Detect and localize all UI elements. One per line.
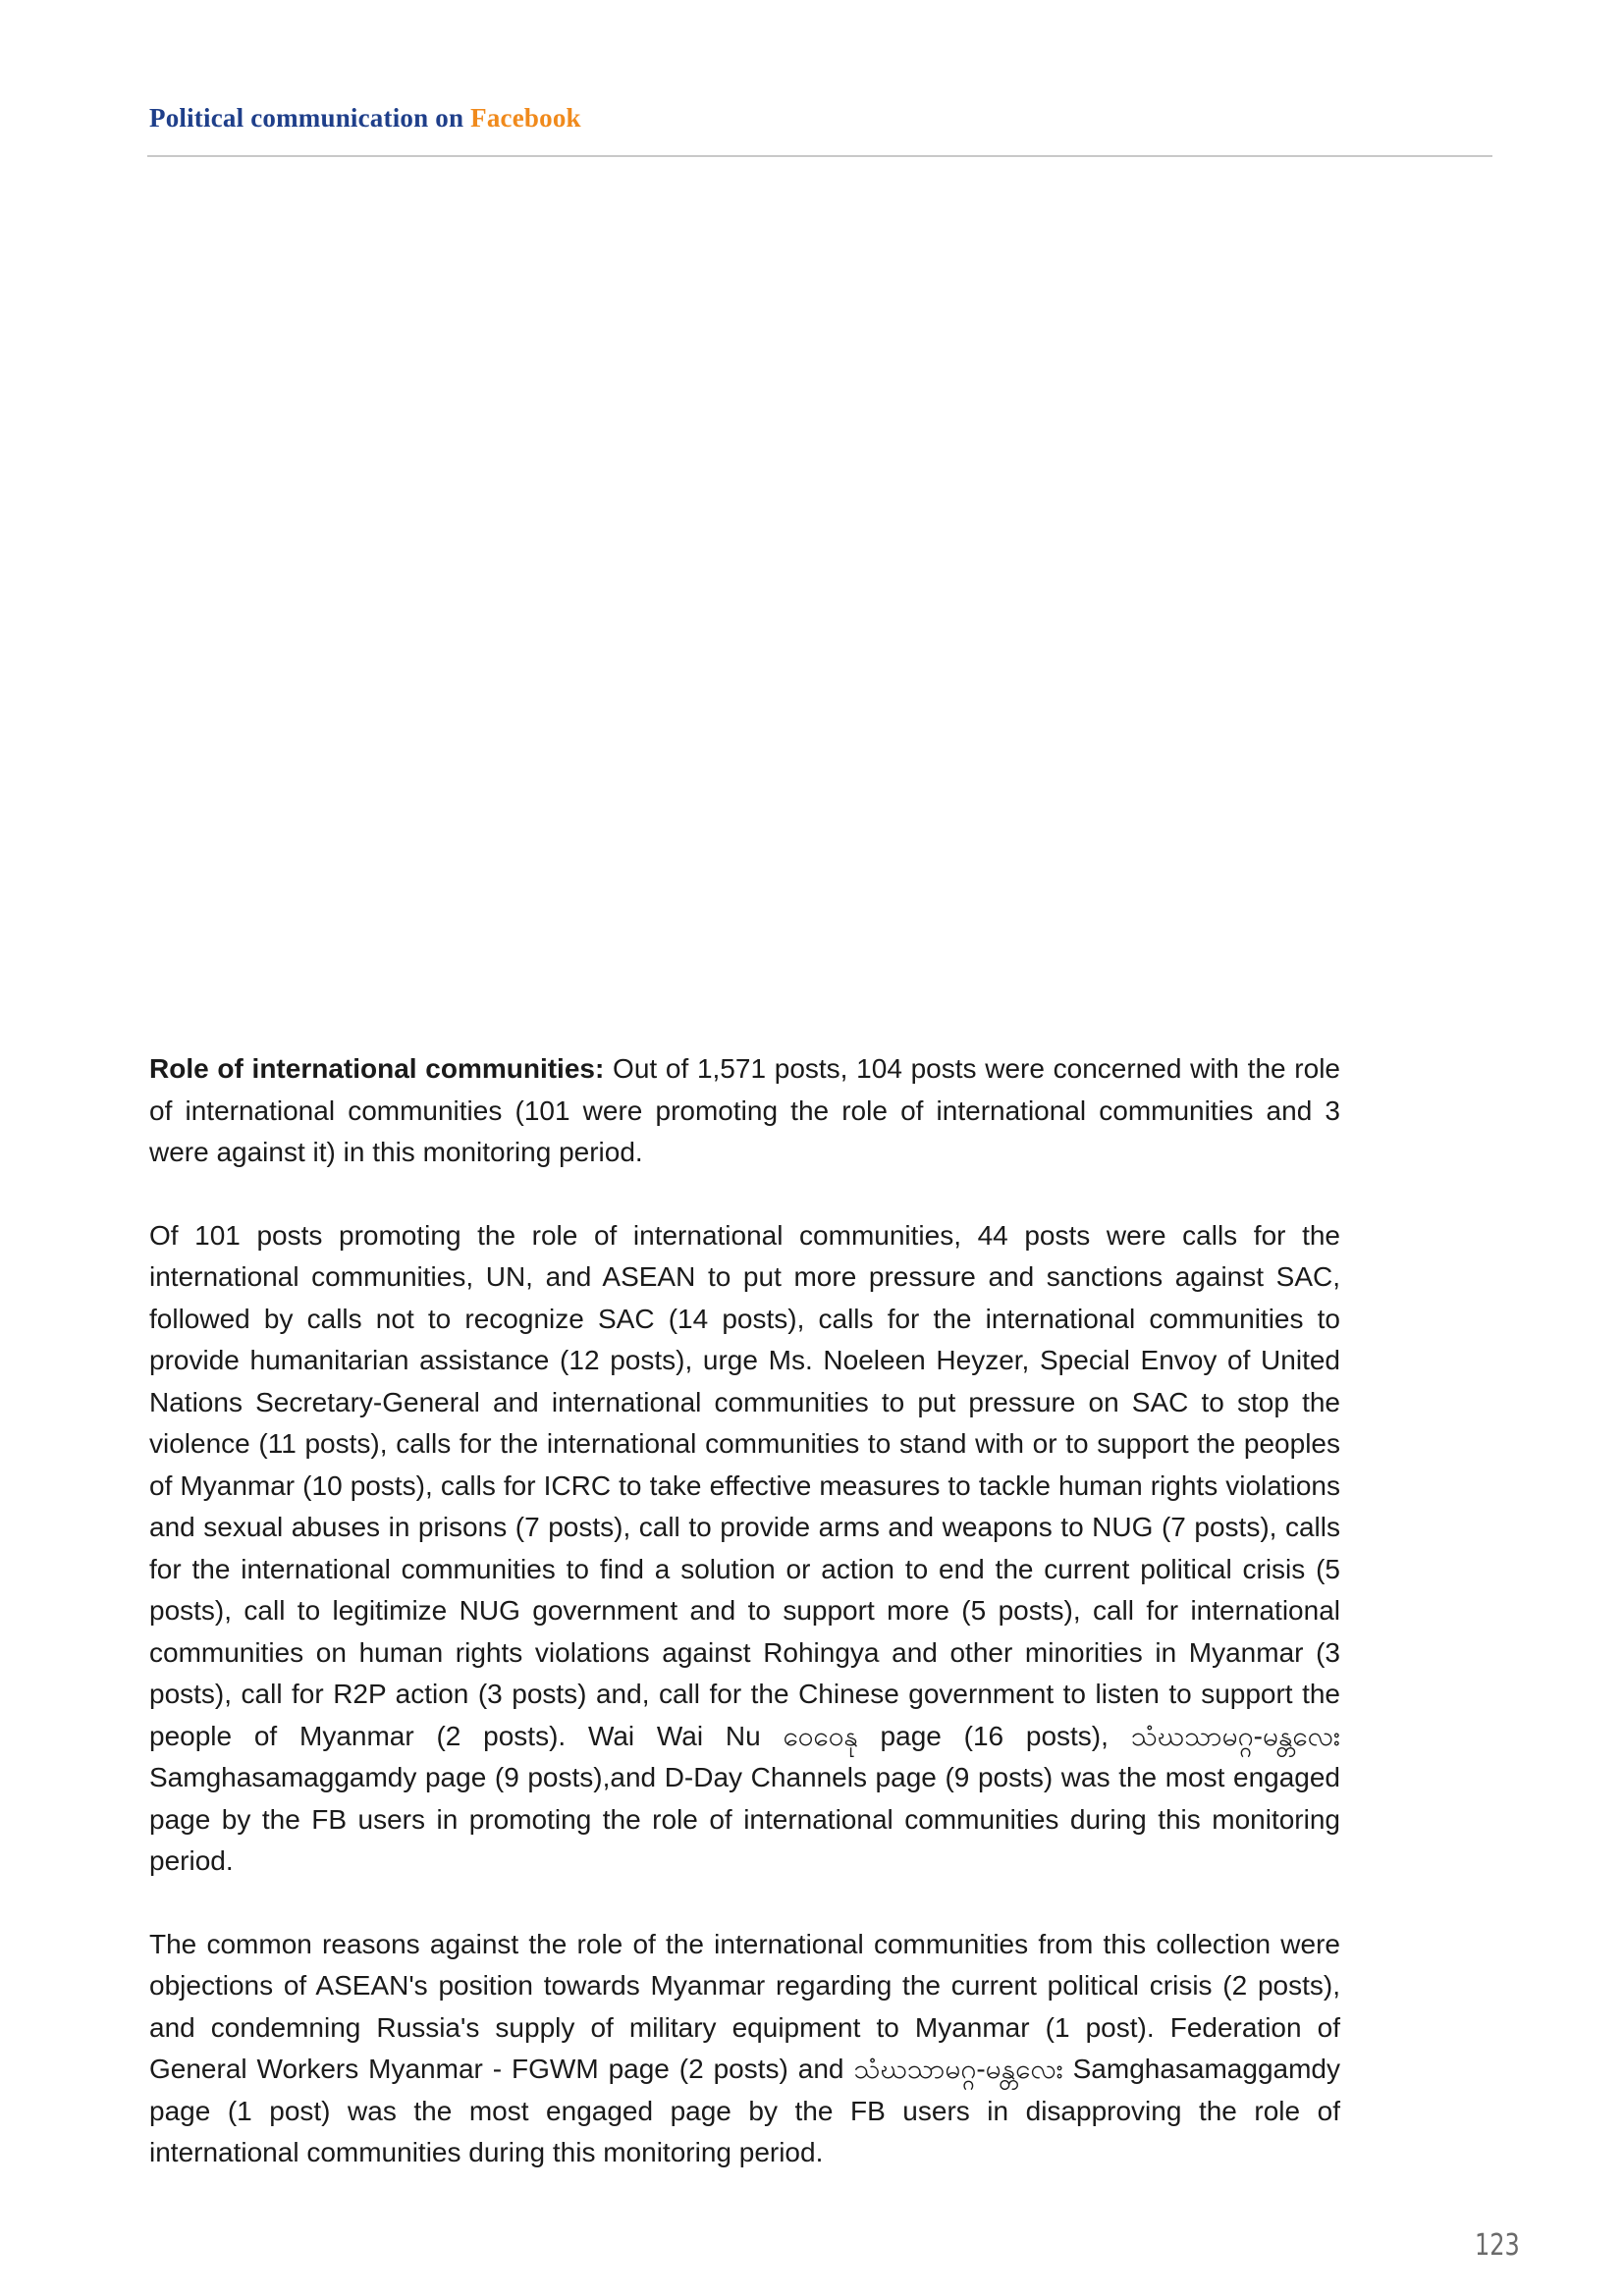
paragraph-promoting-posts: Of 101 posts promoting the role of international communities, 44 posts were calls for the international communities, UN, and ASEAN to put more pressure and sanctions against SAC, followed by calls not to recognize SAC (14 posts), calls for the international communities to provide humanitarian assistance (12 posts), urge Ms. Noeleen Heyzer, Special Envoy of United Nations Secretary-General and international communities to put pressure on SAC to stop the violence (11 posts), calls for the international communities to stand with or to support the peoples of Myanmar (10 posts), calls for ICRC to take effective measures to tackle human rights violations and sexual abuses in prisons (7 posts), call to provide arms and weapons to NUG (7 posts), calls for the international communities to find a solution or action to end the current political crisis (5 posts), call to legitimize NUG government and to support more (5 posts), call for international communities on human rights violations against Rohingya and other minorities in Myanmar (3 posts), call for R2P action (3 posts) and, call for the Chinese government to listen to support the people of Myanmar (2 posts). Wai Wai Nu ဝေဝေနု page (16 posts), သံဃသာမဂ္ဂ-မန္တလေး Samghasamaggamdy page (9 posts),and D-Day Channels page (9 posts) was the most engaged page by the FB users in promoting the role of international communities during this monitoring period. xyxy=(149,1219,1340,1876)
paragraph-text: Out of 1,571 posts, 104 posts were concerned with the role of international communities (101 were promoting the role of international communities and 3 were against it) in this monitoring period. xyxy=(149,1053,1340,1167)
running-header xyxy=(149,103,581,133)
paragraph-role-of-international-communities xyxy=(149,1048,1340,1174)
page-number: 123 xyxy=(1475,2228,1520,2263)
header-title-accent: Facebook xyxy=(470,103,581,133)
header-divider xyxy=(147,155,1492,157)
header-title: Political communication on xyxy=(149,103,471,133)
body-text xyxy=(149,1048,1340,2174)
paragraph-lead-label: Role of international communities: xyxy=(149,1053,605,1084)
paragraph-against-posts: The common reasons against the role of the international communities from this collection were objections of ASEAN's position towards Myanmar regarding the current political crisis (2 posts), and condemning Russia's supply of military equipment to Myanmar (1 post). Federation of General Workers Myanmar - FGWM page (2 posts) and သံဃသာမဂ္ဂ-မန္တလေး Samghasamaggamdy page (1 post) was the most engaged page by the FB users in disapproving the role of international communities during this monitoring period. xyxy=(149,1928,1340,2167)
